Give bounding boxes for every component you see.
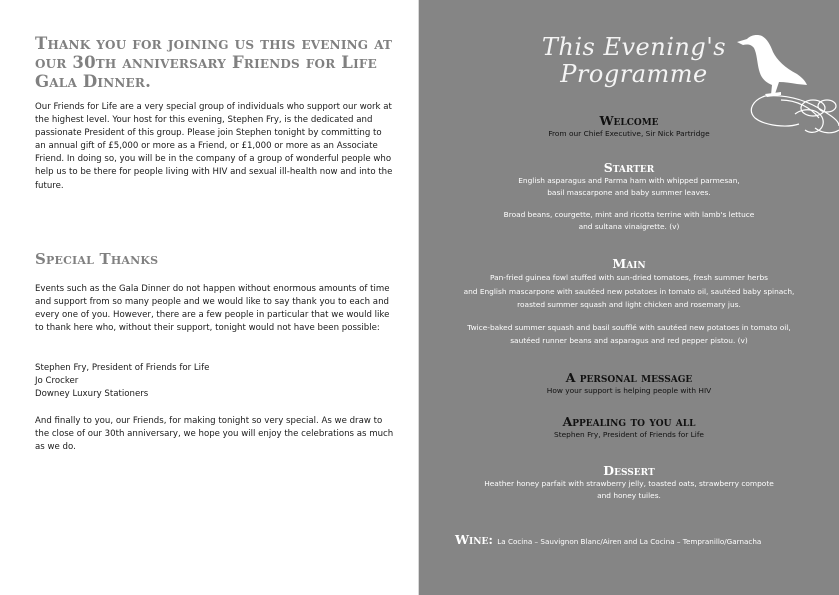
starter-heading: Starter [603, 160, 655, 175]
wine-label: Wine: [455, 532, 493, 547]
thanks-list [35, 362, 395, 401]
dessert-line: Heather honey parfait with strawberry jelly, toasted oats, strawberry compote [484, 479, 774, 488]
starter-option2-line: and sultana vinaigrette. (v) [578, 222, 680, 231]
section-personal-message [419, 370, 839, 397]
section-dessert [419, 463, 839, 502]
main-option1-line: and English mascarpone with sautéed new potatoes in tomato oil, sautéed baby spinach, [463, 286, 795, 296]
dessert-heading: Dessert [603, 463, 655, 478]
programme-title [539, 34, 729, 88]
main-option1-line: Pan-fried guinea fowl stuffed with sun-dried tomatoes, fresh summer herbs [489, 273, 769, 282]
section-appeal [419, 414, 839, 441]
welcome-text: From our Chief Executive, Sir Nick Partridge [548, 129, 710, 138]
section-main [419, 256, 839, 348]
starter-option2-line: Broad beans, courgette, mint and ricotta terrine with lamb's lettuce [503, 210, 755, 219]
thanks-list-item: Downey Luxury Stationers [35, 389, 149, 400]
closing-paragraph: And finally to you, our Friends, for making tonight so very special. As we draw to the close of our 30th anniversary, we hope you will enjoy the celebrations as much as we do. [35, 416, 394, 453]
programme-title-line1: This Evening's [541, 33, 727, 61]
appeal-heading: Appealing to you all [562, 414, 696, 429]
wine-line [455, 532, 839, 547]
thanks-list-item: Jo Crocker [35, 376, 79, 387]
intro-heading: Thank you for joining us this evening at our 30th anniversary Friends for Life Gala Dinner. [35, 34, 393, 91]
thanks-list-item: Stephen Fry, President of Friends for Life [35, 363, 210, 373]
dessert-line: and honey tuiles. [597, 491, 661, 500]
programme-title-line2: Programme [560, 60, 708, 88]
main-option2-line: Twice-baked summer squash and basil soufflé with sautéed new potatoes in tomato oil, [467, 322, 791, 332]
starter-option1-line: basil mascarpone and baby summer leaves. [547, 188, 711, 197]
wine-text: La Cocina – Sauvignon Blanc/Airen and La Cocina – Tempranillo/Garnacha [497, 537, 762, 546]
intro-paragraph: Our Friends for Life are a very special group of individuals who support our work at the highest level. Your host for this evening, Stephen Fry, is the dedicated and passionate President of this group. Please join Stephen tonight by committing to an annual gift of £5,000 or more as a Friend, or £1,000 or more as an Associate Friend. In doing so, you will be in the company of a group of wonderful people who help us to be there for people living with HIV and sexual ill-health now and into the future. [35, 102, 393, 191]
right-page-programme [419, 0, 839, 595]
special-thanks-heading: Special Thanks [35, 250, 159, 268]
starter-option1-line: English asparagus and Parma ham with whipped parmesan, [518, 176, 740, 185]
left-page [0, 0, 419, 595]
section-starter [419, 160, 839, 233]
main-heading: Main [612, 256, 646, 271]
main-option1-line: roasted summer squash and light chicken and rosemary jus. [517, 300, 741, 309]
main-option2-line: sautéed runner beans and asparagus and red pepper pistou. (v) [510, 336, 748, 345]
personal-message-text: How your support is helping people with HIV [546, 386, 712, 395]
section-welcome [419, 113, 839, 140]
special-thanks-paragraph: Events such as the Gala Dinner do not happen without enormous amounts of time and support from so many people and we would like to say thank you to each and every one of you. However, there are a few people in particular that we would like to thank here who, without their support, tonight would not have been possible: [35, 284, 390, 334]
appeal-text: Stephen Fry, President of Friends for Life [554, 430, 704, 439]
personal-message-heading: A personal message [565, 370, 693, 385]
welcome-heading: Welcome [599, 113, 659, 128]
